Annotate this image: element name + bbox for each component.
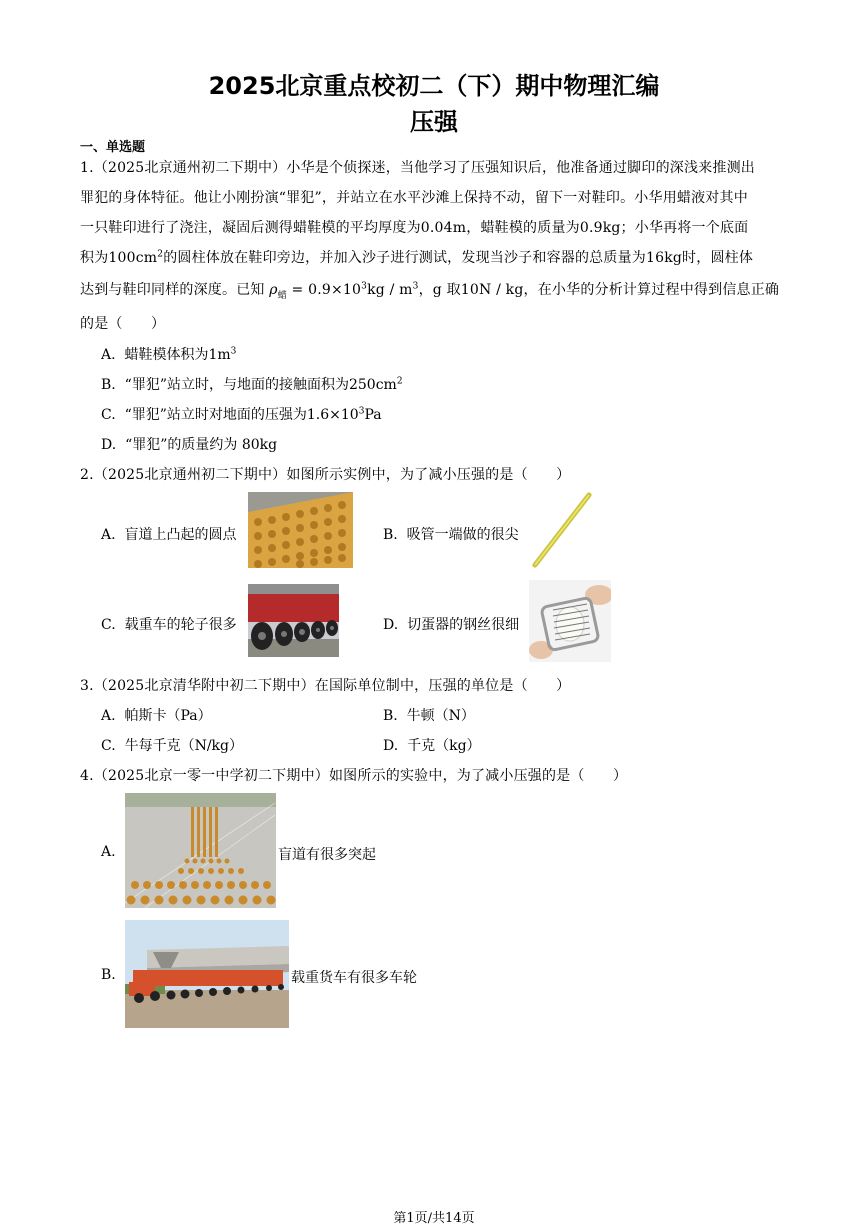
option-text: “罪犯”的质量约为 80kg — [125, 437, 278, 453]
q2-option-d[interactable] — [383, 614, 519, 634]
option-text: 千克（kg） — [407, 738, 481, 754]
option-label: A. — [101, 347, 116, 363]
option-text: “罪犯”站立时，与地面的接触面积为250cm — [124, 377, 397, 393]
straw-image — [529, 492, 594, 568]
option-unit: Pa — [364, 407, 382, 423]
q4-option-b-text: 载重货车有很多车轮 — [291, 970, 417, 986]
q3-option-c[interactable] — [101, 735, 243, 755]
option-label: C. — [101, 407, 116, 423]
q1-rho-exp: 3 — [361, 281, 368, 292]
option-sup: 2 — [396, 376, 403, 387]
q1-rho-unit: kg / m — [367, 282, 413, 298]
page-number: 第1页/共14页 — [393, 1211, 475, 1226]
option-text: “罪犯”站立时对地面的压强为1.6×10 — [124, 407, 359, 423]
q2-option-a[interactable] — [101, 524, 236, 544]
option-sup: 3 — [358, 406, 365, 417]
q1-rho-unit-exp: 3 — [412, 281, 419, 292]
q1-rho-value: = 0.9×10 — [286, 282, 362, 298]
option-text: 牛顿（N） — [406, 708, 475, 724]
q2-option-b[interactable] — [383, 524, 519, 544]
q3-option-d[interactable] — [383, 735, 481, 755]
q1-rho-sub: 蜡 — [277, 290, 287, 301]
q4-option-b-label[interactable]: B. — [101, 967, 116, 983]
q4-option-a-text: 盲道有很多突起 — [278, 847, 376, 863]
option-text: 吸管一端做的很尖 — [406, 527, 519, 543]
q1-line-6-text: ，在小华的分析计算过程中得到信息正确 — [523, 282, 780, 298]
option-label: B. — [383, 527, 398, 543]
q1-line-4 — [80, 247, 792, 267]
q3-option-a[interactable] — [101, 705, 212, 725]
option-text: 帕斯卡（Pa） — [124, 708, 212, 724]
q1-option-d[interactable] — [101, 434, 277, 454]
option-text: 盲道上凸起的圆点 — [124, 527, 237, 543]
section-heading: 一、单选题 — [80, 140, 146, 155]
q1-line-5-text: 达到与鞋印同样的深度。已知 — [80, 282, 265, 298]
q1-line-1: 1.（2025北京通州初二下期中）小华是个侦探迷，当他学习了压强知识后，他准备通过脚印的深浅来推测出 — [80, 160, 755, 176]
option-label: D. — [101, 437, 117, 453]
q1-area-exp: 2 — [157, 249, 164, 260]
document-title: 2025北京重点校初二（下）期中物理汇编 — [208, 72, 660, 100]
egg-slicer-image — [529, 580, 611, 662]
q1-line-2: 罪犯的身体特征。他让小刚扮演“罪犯”，并站立在水平沙滩上保持不动，留下一对鞋印。小华用蜡液对其中 — [80, 190, 748, 206]
tactile-paving-image — [248, 492, 353, 568]
q1-option-b[interactable] — [101, 374, 403, 394]
option-label: B. — [101, 377, 116, 393]
heavy-truck-wheels-image — [248, 584, 339, 657]
blind-path-image — [125, 793, 276, 908]
heavy-cargo-truck-image — [125, 920, 289, 1028]
option-label: A. — [101, 708, 116, 724]
option-label: C. — [101, 617, 116, 633]
option-text: 牛每千克（N/kg） — [124, 738, 243, 754]
q1-option-c[interactable] — [101, 404, 382, 424]
option-text: 蜡鞋模体积为1m — [124, 347, 231, 363]
option-label: D. — [383, 738, 399, 754]
q3-option-b[interactable] — [383, 705, 475, 725]
q4-stem: 4.（2025北京一零一中学初二下期中）如图所示的实验中，为了减小压强的是（ ） — [80, 768, 628, 784]
option-label: B. — [383, 708, 398, 724]
document-subtitle: 压强 — [410, 108, 458, 136]
q1-area-value: 积为100cm — [80, 250, 158, 266]
q1-g-text: ，g 取10N / kg — [418, 282, 524, 298]
q2-option-c[interactable] — [101, 614, 237, 634]
q3-stem: 3.（2025北京清华附中初二下期中）在国际单位制中，压强的单位是（ ） — [80, 678, 571, 694]
q1-line-5 — [80, 279, 792, 301]
q1-line-4-text: 的圆柱体放在鞋印旁边，并加入沙子进行测试，发现当沙子和容器的总质量为16kg时，圆柱体 — [163, 250, 754, 266]
q4-option-a-label[interactable]: A. — [101, 844, 116, 860]
q1-rho-symbol: ρ — [269, 282, 278, 298]
option-sup: 3 — [230, 346, 237, 357]
option-label: D. — [383, 617, 399, 633]
q2-stem: 2.（2025北京通州初二下期中）如图所示实例中，为了减小压强的是（ ） — [80, 467, 571, 483]
q1-line-3: 一只鞋印进行了浇注，凝固后测得蜡鞋模的平均厚度为0.04m，蜡鞋模的质量为0.9kg；小华再将一个底面 — [80, 220, 749, 236]
option-text: 载重车的轮子很多 — [124, 617, 237, 633]
q1-line-7: 的是（ ） — [80, 316, 166, 332]
option-label: C. — [101, 738, 116, 754]
option-text: 切蛋器的钢丝很细 — [407, 617, 520, 633]
option-label: A. — [101, 527, 116, 543]
q1-option-a[interactable] — [101, 344, 236, 364]
